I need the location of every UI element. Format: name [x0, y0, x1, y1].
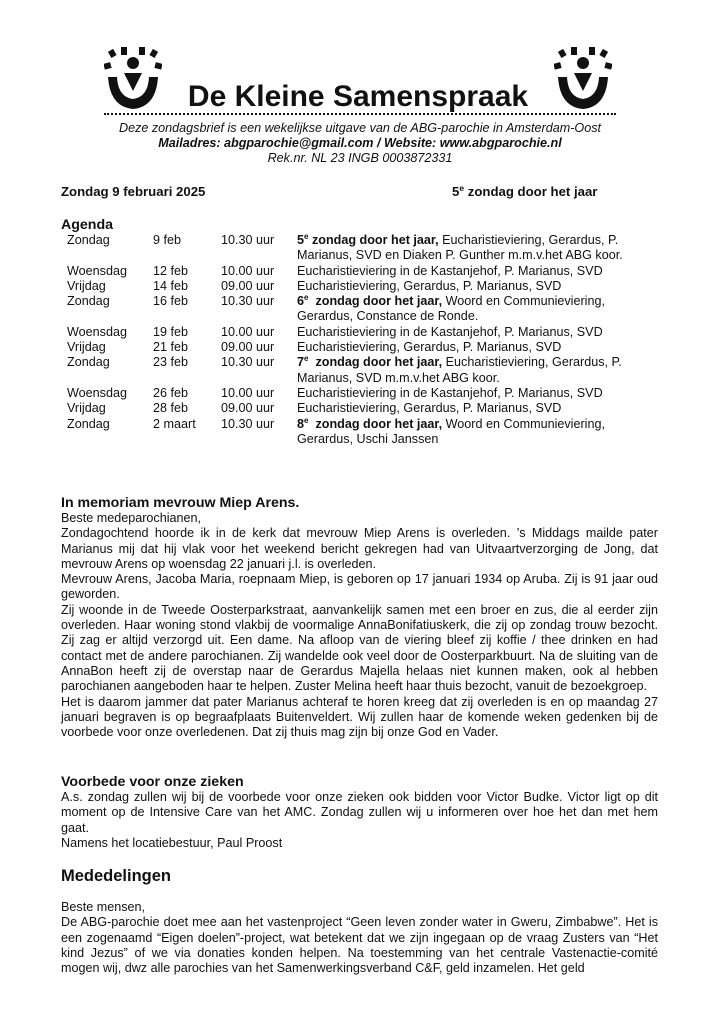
agenda-description: [297, 417, 637, 448]
agenda-date: 12 feb: [153, 263, 189, 278]
liturgical-sunday: [452, 184, 597, 200]
agenda-sunday-number: 6: [297, 294, 305, 309]
agenda-sunday-label: zondag door het jaar,: [308, 416, 443, 431]
agenda-details: Eucharistieviering in de Kastanjehof, P. Marianus, SVD: [297, 324, 603, 339]
title-divider: [104, 113, 616, 115]
agenda-date: 19 feb: [153, 324, 189, 339]
agenda-row: [0, 401, 720, 416]
agenda-description: [297, 233, 637, 264]
agenda-sunday-ordinal: e: [304, 415, 309, 425]
agenda-heading: Agenda: [61, 217, 114, 233]
zieken-paragraph: Namens het locatiebestuur, Paul Proost: [61, 835, 283, 850]
agenda-date: 9 feb: [153, 233, 182, 247]
agenda-details: Eucharistieviering, Gerardus, P. Marianus, SVD: [297, 401, 562, 416]
agenda-row: [0, 355, 720, 386]
agenda-date: 16 feb: [153, 294, 189, 309]
agenda-time: 09.00 uur: [221, 278, 275, 293]
mededelingen-paragraph: De ABG-parochie doet mee aan het vastenproject “Geen leven zonder water in Gweru, Zimbabwe”. Het is een zogenaamd “Eigen doelen”-project, wat betekent dat we zijn ingegaan op de vraag Zusters van “Het kind Jezus” of we via donaties konden helpen. Na toestemming van het centrale Vastenactie-comité mogen wij, dwz alle parochies van het Samenwerkingsverband C&F, geld inzamelen. Het geld: [61, 915, 658, 976]
agenda-row: [0, 233, 720, 264]
newsletter-subtitle: Deze zondagsbrief is een wekelijkse uitgave van de ABG-parochie in Amsterdam-Oost: [118, 121, 602, 135]
agenda-time: 10.00 uur: [221, 324, 275, 339]
agenda-description: [297, 294, 637, 325]
memoriam-paragraph: Het is daarom jammer dat pater Marianus achteraf te horen kreeg dat zij overleden is en op maandag 27 januari begraven is op begraafplaats Buitenveldert. Wij zullen haar de komende weken gedenken bij de voorbede voor onze overledenen. Dat zij thuis mag zijn bij onze God en Vader.: [61, 694, 658, 740]
agenda-row: [0, 264, 720, 279]
agenda-date: 14 feb: [153, 278, 189, 293]
agenda-description: [297, 386, 637, 401]
agenda-sunday-label: zondag door het jaar,: [308, 233, 439, 247]
agenda-details: Eucharistieviering in de Kastanjehof, P. Marianus, SVD: [297, 385, 603, 400]
memoriam-paragraph: Zondagochtend hoorde ik in de kerk dat mevrouw Miep Arens is overleden. ’s Middags mailde pater Marianus mij dat hij vlak voor het weekend bericht gekregen had van Uitvaartverzorging de Jong, dat mevrouw Arens op woensdag 22 januari j.l. is overleden.: [61, 526, 658, 571]
sunday-ordinal: e: [459, 183, 465, 193]
agenda-sunday-label: zondag door het jaar,: [308, 355, 443, 370]
agenda-row: [0, 386, 720, 401]
agenda-day: Woensdag: [67, 324, 127, 339]
agenda-time: 10.30 uur: [221, 294, 275, 309]
agenda-time: 10.30 uur: [221, 233, 275, 247]
agenda-sunday-title: [297, 355, 442, 369]
agenda-description: [297, 279, 637, 294]
mededelingen-paragraph: Beste mensen,: [61, 900, 146, 914]
agenda-details: Woord en Communieviering, Gerardus, Uschi Janssen: [297, 416, 605, 446]
agenda-day: Zondag: [67, 416, 110, 431]
agenda-time: 10.00 uur: [221, 263, 275, 278]
agenda-row: [0, 340, 720, 355]
agenda-description: [297, 355, 637, 386]
agenda-sunday-number: 5: [297, 233, 305, 247]
mededelingen-heading: Mededelingen: [61, 867, 172, 885]
agenda-description: [297, 325, 637, 340]
agenda-details: Woord en Communieviering, Gerardus, Constance de Ronde.: [297, 294, 605, 324]
agenda-details: Eucharistieviering, Gerardus, P. Marianus, SVD m.m.v.het ABG koor.: [297, 355, 622, 385]
agenda-day: Vrijdag: [67, 340, 106, 355]
mededelingen-text: [61, 900, 658, 976]
memoriam-paragraph: Zij woonde in de Tweede Oosterparkstraat, aanvankelijk samen met een broer en zus, die al eerder zijn overleden. Haar woning stond vlakbij de voormalige AnnaBonifatiuskerk, die zij op zondag trouw bezocht. Zij zag er altijd verzorgd uit. Een dame. Na afloop van de viering bleef zij koffie / thee drinken en had contact met de andere parochianen. Zij wandelde ook veel door de Oosterparkbuurt. Na de sluiting van de AnnaBon heeft zij de overstap naar de Gerardus Majella helaas niet kunnen maken, ook al hebben parochianen aangeboden haar te helpen. Zuster Melina heeft haar thuis bezocht, vanuit de bezoekgroep.: [61, 602, 658, 694]
agenda-time: 10.30 uur: [221, 355, 275, 370]
agenda-date: 2 maart: [153, 416, 196, 431]
agenda-row: [0, 279, 720, 294]
sunday-label: zondag door het jaar: [464, 184, 598, 199]
parish-logo-icon: [104, 47, 162, 111]
memoriam-paragraph: Beste medeparochianen,: [61, 511, 202, 525]
bank-account: Rek.nr. NL 23 INGB 0003872331: [267, 151, 453, 165]
agenda-sunday-ordinal: e: [304, 293, 309, 303]
agenda-sunday-title: [297, 417, 442, 431]
sunday-number: 5: [452, 184, 460, 199]
agenda-row: [0, 417, 720, 448]
contact-line: Mailadres: abgparochie@gmail.com / Website: www.abgparochie.nl: [158, 136, 562, 150]
zieken-paragraph: A.s. zondag zullen wij bij de voorbede voor onze zieken ook bidden voor Victor Budke. Victor ligt op dit moment op de Intensive Care van het AMC. Zondag zullen wij u informeren over hoe het dan met hem gaat.: [61, 790, 658, 835]
memoriam-text: [61, 511, 658, 740]
agenda-sunday-number: 8: [297, 416, 305, 431]
agenda-day: Woensdag: [67, 263, 127, 278]
agenda-time: 09.00 uur: [221, 401, 275, 416]
agenda-time: 09.00 uur: [221, 340, 275, 355]
agenda-date: 28 feb: [153, 401, 189, 416]
agenda-day: Vrijdag: [67, 401, 106, 416]
agenda-description: [297, 340, 637, 355]
memoriam-heading: In memoriam mevrouw Miep Arens.: [61, 495, 300, 511]
issue-date: Zondag 9 februari 2025: [61, 184, 206, 199]
agenda-details: Eucharistieviering, Gerardus, P. Marianus, SVD en Diaken P. Gunther m.m.v.het ABG koor.: [297, 233, 623, 263]
agenda-day: Vrijdag: [67, 278, 106, 293]
agenda-day: Zondag: [67, 355, 110, 370]
agenda-row: [0, 294, 720, 325]
agenda-date: 21 feb: [153, 340, 189, 355]
agenda-time: 10.30 uur: [221, 416, 275, 431]
parish-logo-icon: [554, 47, 612, 111]
agenda-day: Zondag: [67, 294, 110, 309]
agenda-day: Woensdag: [67, 385, 127, 400]
agenda-description: [297, 401, 637, 416]
agenda-sunday-ordinal: e: [304, 232, 309, 241]
agenda-sunday-number: 7: [297, 355, 305, 370]
dateline: [61, 184, 621, 200]
agenda-time: 10.00 uur: [221, 385, 275, 400]
agenda-date: 26 feb: [153, 385, 189, 400]
agenda-sunday-label: zondag door het jaar,: [308, 294, 443, 309]
agenda-details: Eucharistieviering, Gerardus, P. Marianus, SVD: [297, 278, 562, 293]
zieken-text: [61, 790, 658, 851]
agenda-sunday-title: [297, 233, 439, 247]
agenda-sunday-title: [297, 294, 442, 308]
memoriam-paragraph: Mevrouw Arens, Jacoba Maria, roepnaam Miep, is geboren op 17 januari 1934 op Aruba. Zij is 91 jaar oud geworden.: [61, 572, 658, 602]
zieken-heading: Voorbede voor onze zieken: [61, 774, 244, 790]
agenda-row: [0, 325, 720, 340]
agenda-details: Eucharistieviering in de Kastanjehof, P. Marianus, SVD: [297, 263, 603, 278]
agenda-date: 23 feb: [153, 355, 189, 370]
agenda-details: Eucharistieviering, Gerardus, P. Marianus, SVD: [297, 340, 562, 355]
agenda-table: [0, 233, 720, 447]
agenda-sunday-ordinal: e: [304, 354, 309, 364]
agenda-description: [297, 264, 637, 279]
agenda-day: Zondag: [67, 233, 110, 247]
newsletter-title: De Kleine Samenspraak: [187, 80, 529, 113]
